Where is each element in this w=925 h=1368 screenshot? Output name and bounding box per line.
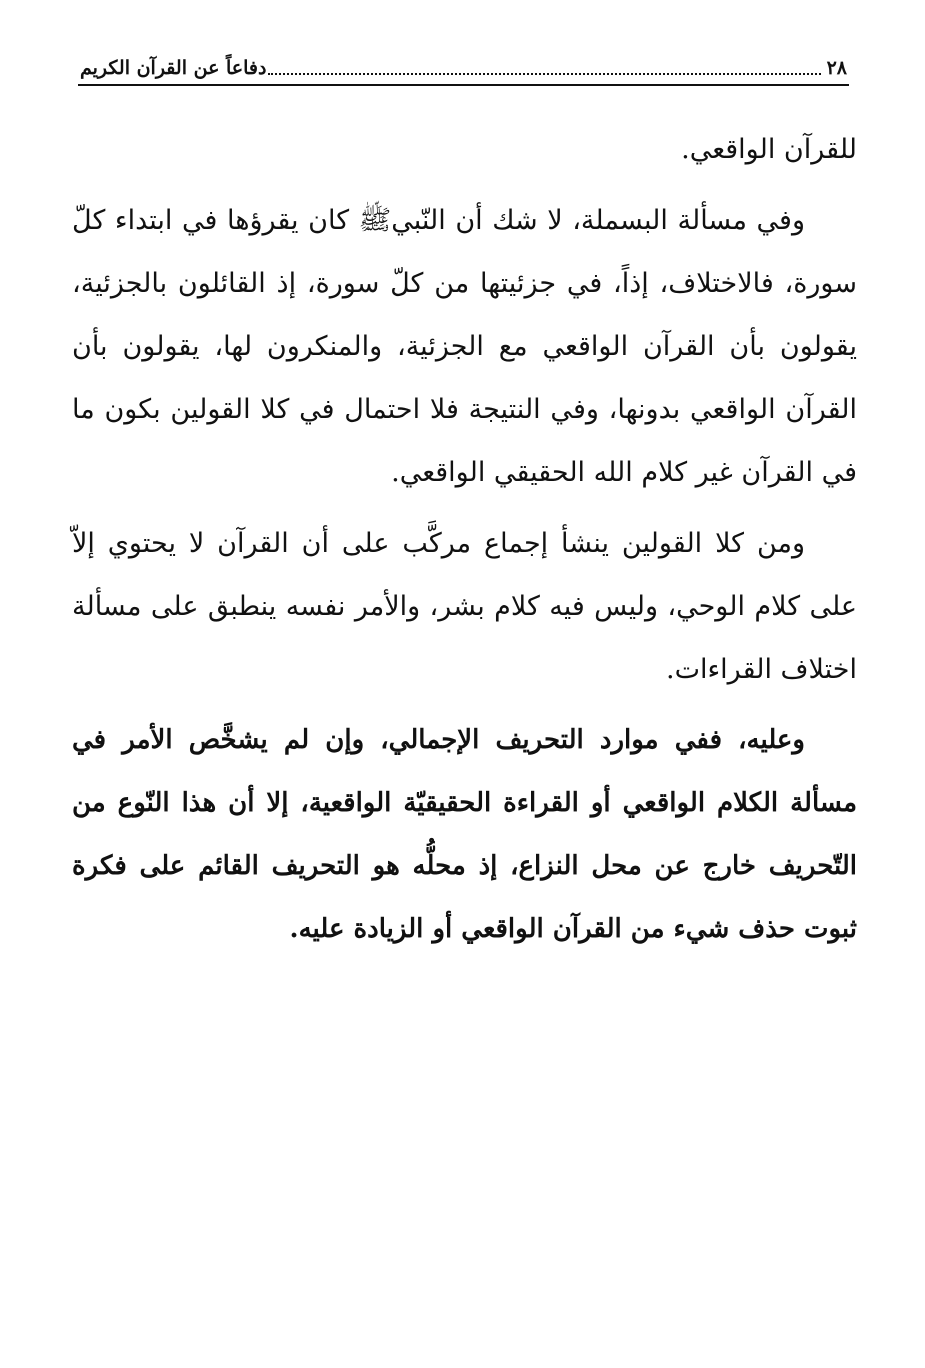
running-header (80, 50, 847, 82)
running-title: دفاعاً عن القرآن الكريم (80, 57, 267, 79)
header-rule (78, 84, 849, 86)
paragraph-tahrif: وعليه، ففي موارد التحريف الإجمالي، وإن لم يشخَّص الأمر في مسألة الكلام الواقعي أو القراءة الحقيقيّة الواقعية، إلا أن هذا النّوع من التّحريف خارج عن محل النزاع، إذ محلُّه هو التحريف القائم على فكرة ثبوت حذف شيء من القرآن الواقعي أو الزيادة عليه. (72, 725, 857, 944)
paragraph-basmala: وفي مسألة البسملة، لا شك أن النّبيﷺ كان يقرؤها في ابتداء كلّ سورة، فالاختلاف، إذاً، في جزئيتها من كلّ سورة، إذ القائلون بالجزئية، يقولون بأن القرآن الواقعي مع الجزئية، والمنكرون لها، يقولون بأن القرآن الواقعي بدونها، وفي النتيجة فلا احتمال في كلا القولين بكون ما في القرآن غير كلام الله الحقيقي الواقعي. (72, 205, 857, 488)
body-text (72, 118, 857, 969)
paragraph-continuation: للقرآن الواقعي. (681, 134, 857, 165)
paragraph-consensus: ومن كلا القولين ينشأ إجماع مركَّب على أن القرآن لا يحتوي إلاّ على كلام الوحي، وليس فيه كلام بشر، والأمر نفسه ينطبق على مسألة اختلاف القراءات. (72, 528, 857, 685)
dotted-leader (268, 73, 820, 75)
page-number: ٢٨ (826, 57, 847, 79)
